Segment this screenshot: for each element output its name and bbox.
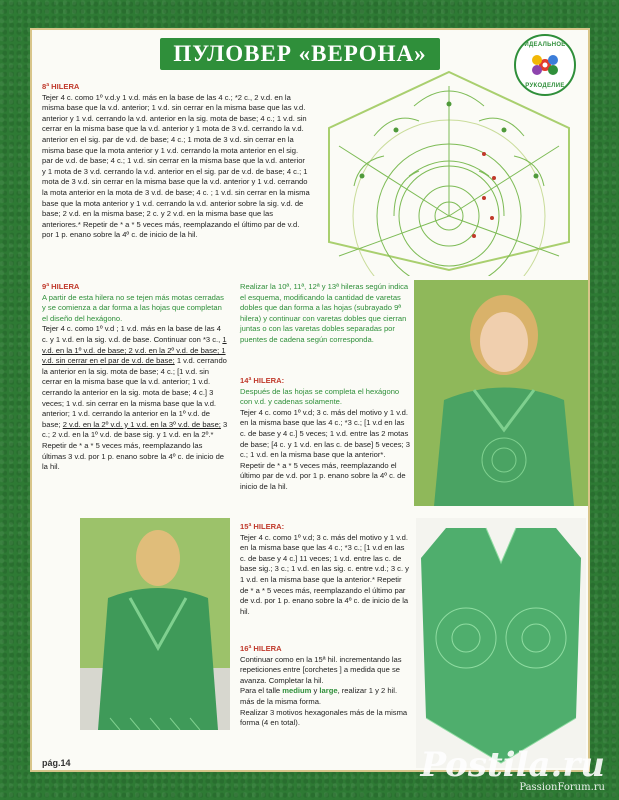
watermark-main: Postila.ru bbox=[420, 745, 605, 785]
row16-section bbox=[240, 644, 410, 729]
row16-heading: 16ª HILERA bbox=[240, 644, 282, 653]
page-number: pág.14 bbox=[42, 758, 71, 768]
row8-text: Tejer 4 c. como 1º v.d.y 1 v.d. más en la base de las 4 c.; *2 c., 2 v.d. en la misma base que la v.d. anterior; 1 v.d. sin cerrar en la misma base que las v.d. anterior y 1 v.d. cerrando la v.d. anterior en la sig. mota de base; 4 c.; 1 v.d. sin cerrar en la misma base que la v.d. anterior y 1 mota de 3 v.d. cerrando la v.d. anterior en el sig. par de v.d. de base; 4 c.; 1 mota de 3 v.d. sin cerrar en la misma base que la mota anterior y 1 v.d. cerrando la mota anterior en el sig. par de v.d. de base; 4 c.; 1 v.d. sin cerrar en la misma base que la v.d. anterior y 1 mota de 3 v.d. cerrando la v.d. anterior en el sig. par de v.d. de base; 4 c.; 1 mota de 3 v.d. sin cerrar en la misma base que la v.d. anterior y 1 v.d. cerrando la mota anterior en la mota de 3 v.d. de base; 4 c. ; 1 v.d. sin cerrar en la misma base que la mota anterior y 1 v.d. cerrando la v.d. anterior sobre la sig. v.d. de base; 2 v.d. en la misma base; 2 c. y 2 v.d. en la misma base que las anteriores.* Repetir de * a * 5 veces más, reemplazando el último par de v.d. por 1 p. enano sobre la 4º c. de inicio de la hil. bbox=[42, 92, 310, 240]
row16-text: Continuar como en la 15ª hil. incrementando las repeticiones entre [corchetes ] a medida que se avanza. Completar la hil. bbox=[240, 654, 402, 685]
page-title: ПУЛОВЕР «ВЕРОНА» bbox=[173, 41, 427, 66]
magazine-page bbox=[30, 28, 590, 772]
watermark-sub: PassionForum.ru bbox=[519, 782, 605, 793]
logo-text-bottom: РУКОДЕЛИЕ bbox=[525, 83, 565, 89]
row16-sizes bbox=[240, 686, 410, 707]
model-front-illustration bbox=[414, 280, 588, 506]
garment-flat-photo bbox=[416, 518, 586, 768]
row9-intro: A partir de esta hilera no se tejen más motas cerradas y se comienza a dar forma a las hojas que completan el diseño del hexágono. bbox=[42, 292, 224, 323]
row9-paragraph bbox=[42, 324, 228, 472]
model-front-photo bbox=[414, 280, 588, 506]
watermark bbox=[420, 745, 605, 794]
rows10-13-text: Realizar la 10ª, 11ª, 12ª y 13ª hileras según indica el esquema, modificando la cantidad de varetas dobles que dan forma a las hojas (subrayado 9ª hilera) y continuar con varetas dobles que cierran juntas o con las varetas dobles separadas por puentes de cadena según corresponda. bbox=[240, 282, 409, 344]
size-and: y bbox=[313, 686, 318, 696]
row14-section bbox=[240, 376, 410, 493]
size-medium: medium bbox=[282, 686, 312, 696]
row15-text: Tejer 4 c. como 1º v.d; 3 c. más del motivo y 1 v.d. en la misma base que las 4 c.; *3 c.; [1 v.d en las c. de base y 4 c.] 11 veces; 1 v.d. entre las c. de base sig.; 3 c.; 1 v.d. en las sig. c. entre v.d.; 3 c. y 1 v.d. en la misma base que la anterior.* Repetir de * a * 5 veces más, reemplazando el último par de v.d. por 1 p. enano sobre la 4º c. de inicio de la hil. bbox=[240, 532, 409, 616]
row8-heading: 8ª HILERA bbox=[42, 82, 80, 91]
crochet-chart bbox=[314, 66, 584, 276]
logo-text-top: ИДЕАЛЬНОЕ bbox=[524, 42, 566, 48]
row9-underlined-2: 2 v.d. en la 2º v.d. y 1 v.d. en la 3º v.d. de base; bbox=[62, 419, 221, 429]
row15-section bbox=[240, 522, 410, 617]
row9-text-3: 3 c.; 2 v.d. en la 1º v.d. de base sig. y 1 v.d. en la 2º.* Repetir de * a * 5 veces más, reemplazando las últimas 3 v.d. por 1 p. enano sobre la 4º c. de inicio de la hil. bbox=[42, 419, 228, 472]
row9-section bbox=[42, 282, 228, 473]
row16-final: Realizar 3 motivos hexagonales más de la misma forma (4 en total). bbox=[240, 707, 408, 728]
row15-heading: 15ª HILERA: bbox=[240, 522, 285, 531]
row14-heading: 14ª HILERA: bbox=[240, 376, 285, 385]
row14-intro: Después de las hojas se completa el hexágono con v.d. y cadenas solamente. bbox=[240, 386, 400, 407]
size-pre: Para el talle bbox=[240, 686, 281, 696]
row9-text-2: 1 v.d. cerrando la anterior en la sig. mota de base; 4 c.; [1 v.d. sin cerrar en la misma base que la v.d. anterior; 1 v.d. cerrando la anterior en la sig. mota de base; 4 c.] 3 veces; 1 v.d. sin cerrar en la misma base que la v.d. anterior; 1 v.d. cerrando la anterior en la 1º v.d. de base; bbox=[42, 356, 227, 429]
garment-flat-illustration bbox=[416, 518, 586, 768]
model-back-illustration bbox=[80, 518, 230, 730]
model-back-photo bbox=[80, 518, 230, 730]
size-large: large bbox=[319, 686, 338, 696]
row9-underlined-1: 1 v.d. en la 1º v.d. de base; 2 v.d. en la 2º v.d. de base; 1 v.d. sin cerrar en el par de v.d. de base; bbox=[42, 334, 227, 366]
row8-section bbox=[42, 82, 310, 241]
row9-text-1: Tejer 4 c. como 1º v.d ; 1 v.d. más en la base de las 4 c. y 1 v.d. en la sig. v.d. de base. Continuar con *3 c., bbox=[42, 324, 221, 344]
row9-heading: 9ª HILERA bbox=[42, 282, 80, 291]
rows10-13-section bbox=[240, 282, 410, 346]
row14-text: Tejer 4 c. como 1º v.d; 3 c. más del motivo y 1 v.d. en la misma base que las 4 c.; *3 c.; [1 v.d en las c. de base y 4 c.] 5 veces; 1 v.d. entre las 2 motas de base; [4 c. y 1 v.d. en las c. de base] 5 veces; 3 c.; 1 v.d. en la misma base que la anterior*. Repetir de * a * 5 veces más, reemplazando el último par de v.d. por 1 p. enano sobre la 4º c. de inicio de la hil. bbox=[240, 407, 410, 491]
size-post: , realizar 1 y 2 hil. más de la misma forma. bbox=[240, 686, 398, 706]
